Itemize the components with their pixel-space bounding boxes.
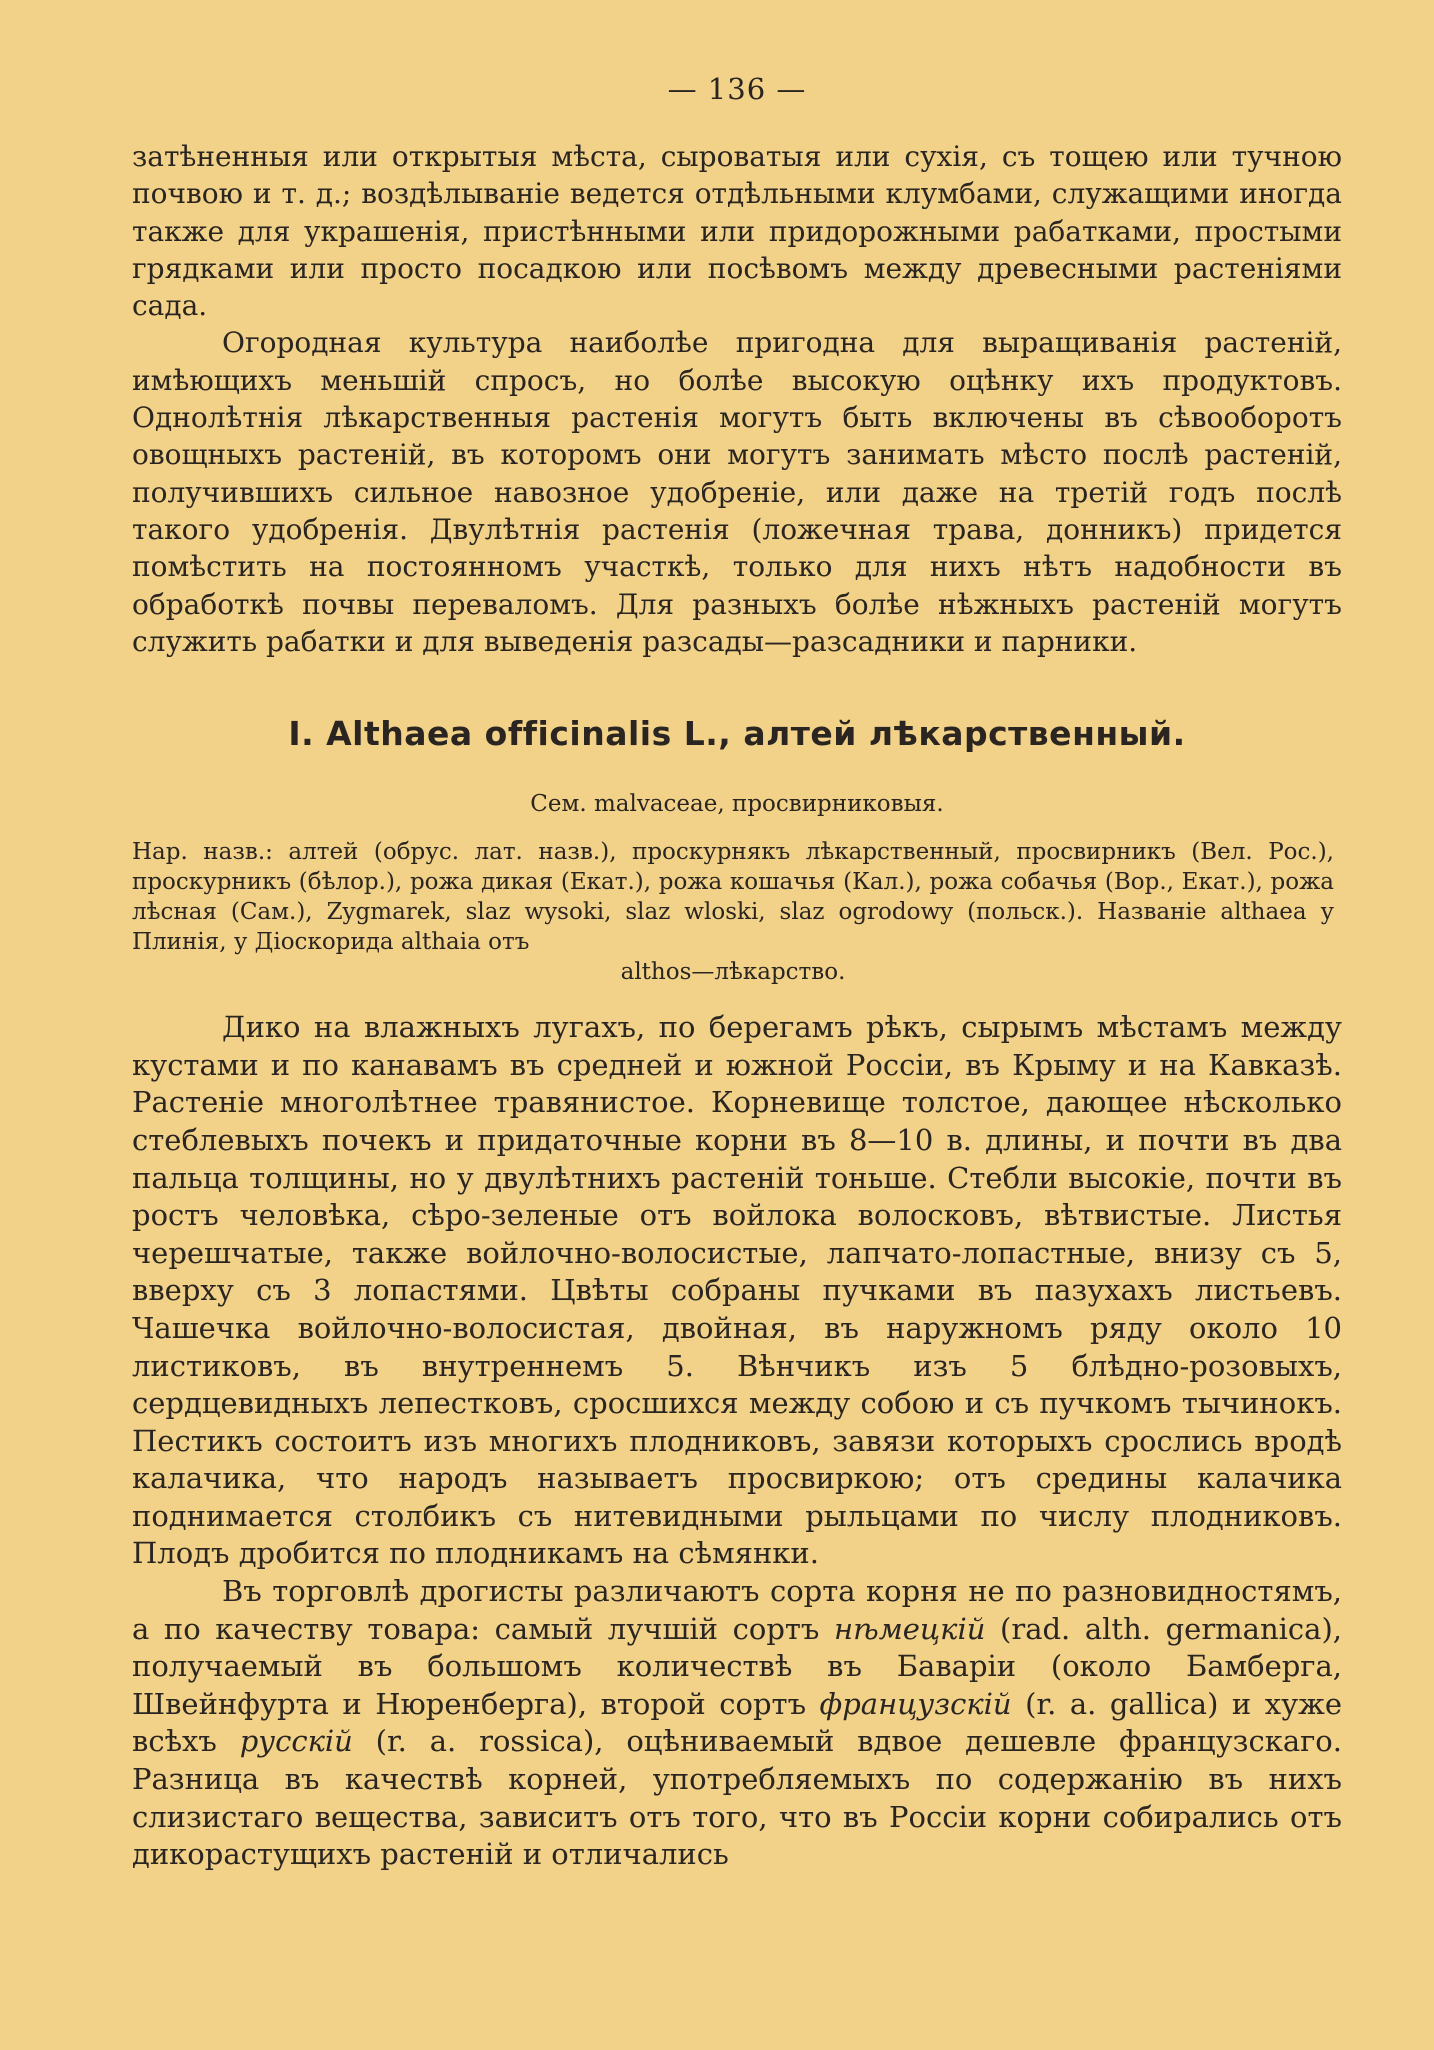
trade-text-b: (rad. alth. germanica), получаемый въ большомъ количествѣ въ Баваріи (около Бамберга, Швейнфурта и Нюренберга), второй сортъ (132, 1611, 1342, 1721)
page-number: — 136 — (667, 72, 807, 106)
trade-french-italic: французскій (819, 1686, 1012, 1721)
trade-text-c: (r. a. gallica) и хуже всѣхъ (132, 1686, 1342, 1759)
family-line: Сем. malvaceae, просвирниковыя. (530, 791, 944, 818)
trade-text-a: Въ торговлѣ дрогисты различаютъ сорта корня не по разновидностямъ, а по качеству товара: самый лучшій сортъ (132, 1574, 1342, 1646)
intro-paragraph-2: Огородная культура наиболѣе пригодна для выращиванія растеній, имѣющихъ меньшій спросъ, но болѣе высокую оцѣнку ихъ продуктовъ. Однолѣтнія лѣкарственныя растенія могутъ быть включены въ сѣвооборотъ овощныхъ растеній, въ которомъ они могутъ занимать мѣсто послѣ растеній, получившихъ сильное навозное удобреніе, или даже на третій годъ послѣ такого удобренія. Двулѣтнія растенія (ложечная трава, донникъ) придется помѣстить на постоянномъ участкѣ, только для нихъ нѣтъ надобности въ обработкѣ почвы переваломъ. Для разныхъ болѣе нѣжныхъ растеній могутъ служить рабатки и для выведенія разсады—разсадники и парники. (132, 326, 1342, 658)
description-paragraph: Дико на влажныхъ лугахъ, по берегамъ рѣкъ, сырымъ мѣстамъ между кустами и по канавамъ въ средней и южной Россіи, въ Крыму и на Кавказѣ. Растеніе многолѣтнее травянистое. Корневище толстое, дающее нѣсколько стеблевыхъ почекъ и придаточные корни въ 8—10 в. длины, и почти въ два пальца толщины, но у двулѣтнихъ растеній тоньше. Стебли высокіе, почти въ ростъ человѣка, сѣро-зеленые отъ войлока волосковъ, вѣтвистые. Листья черешчатые, также войлочно-волосистые, лапчато-лопастные, внизу съ 5, вверху съ 3 лопастями. Цвѣты собраны пучками въ пазухахъ листьевъ. Чашечка войлочно-волосистая, двойная, въ наружномъ ряду около 10 листиковъ, въ внутреннемъ 5. Вѣнчикъ изъ 5 блѣдно-розовыхъ, сердцевидныхъ лепестковъ, сросшихся между собою и съ пучкомъ тычинокъ. Пестикъ состоитъ изъ многихъ плодниковъ, завязи которыхъ срослись вродѣ калачика, что народъ называетъ просвиркою; отъ средины калачика поднимается столбикъ съ нитевидными рыльцами по числу плодниковъ. Плодъ дробится по плодникамъ на сѣмянки. (132, 1010, 1342, 1571)
vernacular-text: Нар. назв.: алтей (обрус. лат. назв.), проскурнякъ лѣкарственный, просвирникъ (Вел. Рос.), проскурникъ (бѣлор.), рожа дикая (Екат.), рожа кошачья (Кал.), рожа собачья (Вор., Екат.), рожа лѣсная (Сам.), Zygmarek, slaz wysoki, slaz wloski, slaz ogrodowy (польск.). Названіе althaea у Плинія, у Діоскорида althaia отъ (132, 839, 1334, 956)
vernacular-names (132, 837, 1342, 987)
trade-russian-italic: русскій (239, 1724, 353, 1759)
intro-paragraph-1: затѣненныя или открытыя мѣста, сыроватыя или сухія, съ тощею или тучною почвою и т. д.; воздѣлываніе ведется отдѣльными клумбами, служащими иногда также для украшенія, пристѣнными или придорожными рабатками, простыми грядками или просто посадкою или посѣвомъ между древесными растеніями сада. (132, 140, 1342, 323)
trade-german-italic: нѣмецкій (834, 1611, 986, 1646)
section-heading: I. Althaea officinalis L., алтей лѣкарственный. (288, 714, 1186, 754)
trade-paragraph (132, 1573, 1342, 1874)
vernacular-last-line: althos—лѣкарство. (620, 959, 846, 986)
trade-text-d: (r. a. rossica), оцѣниваемый вдвое дешевле французскаго. Разница въ качествѣ корней, употребляемыхъ по содержанію въ нихъ слизистаго вещества, зависитъ отъ того, что въ Россіи корни собирались отъ дикорастущихъ растеній и отличались (132, 1724, 1342, 1872)
